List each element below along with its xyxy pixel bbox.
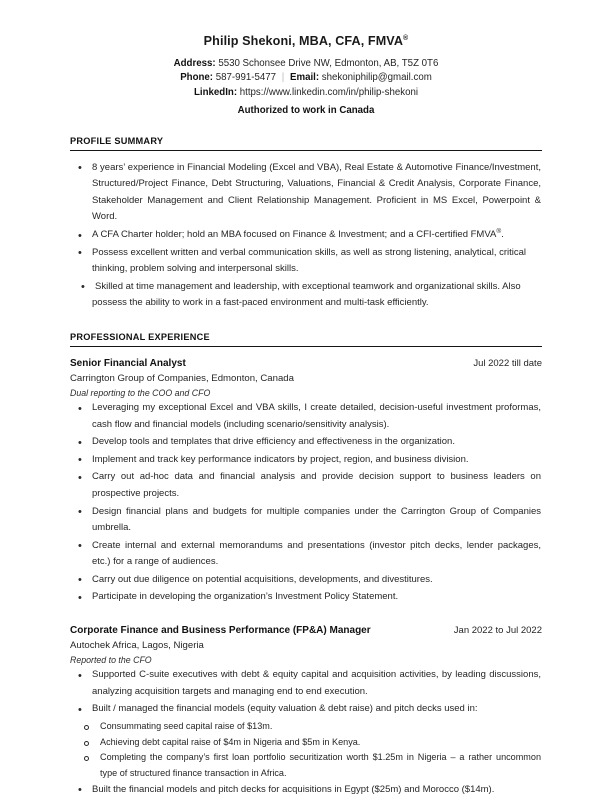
job-responsibility-list <box>70 400 542 605</box>
contact-phone-email-line <box>70 71 542 86</box>
phone-value: 587-991-5477 <box>215 72 277 84</box>
list-item: • Supported C-suite executives with debt & equity capital and acquisition activities, by leading discussions, analyzing acquisition targets and managing end to end execution. <box>70 667 542 700</box>
list-item: • 8 years’ experience in Financial Modeling (Excel and VBA), Real Estate & Automotive Finance/Investment, Structured/Project Finance, Debt Structuring, Valuations, Financial & Credit Analysis, Corporate Finance, Stakeholder Management and Client Relationship Management. Proficient in MS Excel, Powerpoint & Word. <box>70 160 542 226</box>
job-company: Autochek Africa, Lagos, Nigeria <box>70 639 204 651</box>
linkedin-label: LinkedIn: <box>194 87 238 99</box>
experience-entry <box>70 356 542 606</box>
resume-header <box>70 34 542 116</box>
job-responsibility-list-continued <box>70 782 542 799</box>
job-title: Senior Financial Analyst <box>70 357 186 369</box>
job-responsibility-list <box>70 667 542 718</box>
list-item: • Leveraging my exceptional Excel and VBA skills, I create detailed, decision-useful investment proformas, cash flow and financial models (including scenario/sensitivity analysis). <box>70 400 542 433</box>
job-company: Carrington Group of Companies, Edmonton, Canada <box>70 372 294 384</box>
job-date-range: Jan 2022 to Jul 2022 <box>453 624 542 636</box>
list-item: • Possess excellent written and verbal communication skills, as well as strong listening, analytical, critical thinking, problem solving and interpersonal skills. <box>70 245 542 278</box>
candidate-name <box>70 34 542 50</box>
registered-trademark-icon: ® <box>496 227 502 235</box>
professional-experience-heading: PROFESSIONAL EXPERIENCE <box>70 332 542 347</box>
list-item-text: A CFA Charter holder; hold an MBA focused on Finance & Investment; and a CFI-certified FMVA <box>92 229 497 240</box>
list-item: Completing the company’s first loan portfolio securitization worth $1.25m in Nigeria – a rather uncommon type of structured finance transaction in Africa. <box>70 750 542 781</box>
linkedin-value[interactable]: https://www.linkedin.com/in/philip-shekoni <box>239 87 418 99</box>
profile-summary-section <box>70 136 542 312</box>
work-authorization-statement: Authorized to work in Canada <box>237 104 375 116</box>
list-item: • Design financial plans and budgets for multiple companies under the Carrington Group of Companies umbrella. <box>70 504 542 537</box>
address-label: Address: <box>173 57 216 69</box>
profile-summary-heading: PROFILE SUMMARY <box>70 136 542 151</box>
job-date-range: Jul 2022 till date <box>473 357 542 369</box>
phone-label: Phone: <box>180 72 214 84</box>
list-item: • Carry out due diligence on potential acquisitions, developments, and divestitures. <box>70 572 542 589</box>
list-item: • Develop tools and templates that drive efficiency and effectiveness in the organization. <box>70 434 542 451</box>
registered-trademark-icon: ® <box>403 34 409 42</box>
candidate-name-text: Philip Shekoni, MBA, CFA, FMVA <box>203 34 404 48</box>
job-reporting-line: Dual reporting to the COO and CFO <box>70 388 211 399</box>
profile-summary-list <box>70 160 542 312</box>
job-achievement-sublist <box>70 719 542 782</box>
list-item <box>70 227 542 244</box>
list-item: • Built / managed the financial models (equity valuation & debt raise) and pitch decks used in: <box>70 701 542 718</box>
professional-experience-section <box>70 332 542 799</box>
job-reporting-line: Reported to the CFO <box>70 655 152 666</box>
list-item: Consummating seed capital raise of $13m. <box>70 719 542 735</box>
address-value: 5530 Schonsee Drive NW, Edmonton, AB, T5Z 0T6 <box>218 57 439 69</box>
contact-linkedin-line <box>70 86 542 101</box>
list-item-tail: . <box>501 229 504 240</box>
email-label: Email: <box>290 72 320 84</box>
list-item: • Skilled at time management and leadership, with exceptional teamwork and organizational skills. Also possess the ability to work in a fast-paced environment and multi-task efficiently. <box>70 279 542 312</box>
list-item: • Built the financial models and pitch decks for acquisitions in Egypt ($25m) and Morocco ($14m). <box>70 782 542 799</box>
list-item: Achieving debt capital raise of $4m in Nigeria and $5m in Kenya. <box>70 735 542 751</box>
list-item: • Carry out ad-hoc data and financial analysis and provide decision support to business leaders on prospective projects. <box>70 469 542 502</box>
list-item: • Implement and track key performance indicators by project, region, and business division. <box>70 452 542 469</box>
list-item: • Create internal and external memorandums and presentations (investor pitch decks, lender packages, etc.) for a range of audiences. <box>70 538 542 571</box>
experience-entry <box>70 623 542 798</box>
experience-headline <box>70 623 542 638</box>
contact-address-line <box>70 57 542 72</box>
email-value[interactable]: shekoniphilip@gmail.com <box>321 72 432 84</box>
contact-separator: | <box>281 72 285 84</box>
experience-headline <box>70 356 542 371</box>
job-title: Corporate Finance and Business Performance (FP&A) Manager <box>70 624 371 636</box>
list-item: • Participate in developing the organization’s Investment Policy Statement. <box>70 589 542 606</box>
